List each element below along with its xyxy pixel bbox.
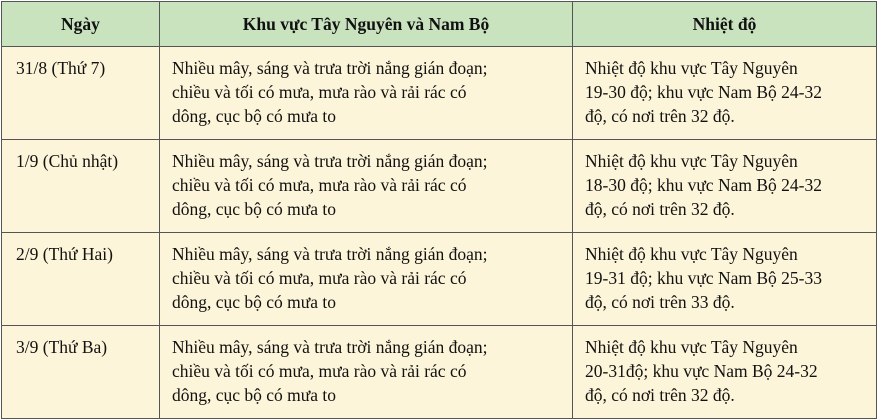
- temperature-cell: [573, 47, 877, 140]
- table-row: [2, 47, 877, 140]
- weather-line: Nhiều mây, sáng và trưa trời nắng gián đoạn;: [172, 244, 488, 264]
- temperature-line: độ, có nơi trên 32 độ.: [585, 199, 735, 219]
- weather-line: Nhiều mây, sáng và trưa trời nắng gián đoạn;: [172, 58, 488, 78]
- temperature-cell: [573, 326, 877, 419]
- date-cell: [2, 326, 160, 419]
- date-cell: [2, 140, 160, 233]
- header-region: Khu vực Tây Nguyên và Nam Bộ: [160, 2, 573, 47]
- weather-cell: [160, 140, 573, 233]
- temperature-cell: [573, 233, 877, 326]
- temperature-line: Nhiệt độ khu vực Tây Nguyên: [585, 58, 798, 78]
- date-text: 31/8 (Thứ 7): [16, 58, 106, 78]
- date-text: 2/9 (Thứ Hai): [16, 244, 113, 264]
- weather-line: dông, cục bộ có mưa to: [172, 385, 337, 405]
- weather-cell: [160, 47, 573, 140]
- weather-cell: [160, 233, 573, 326]
- temperature-line: 18-30 độ; khu vực Nam Bộ 24-32: [585, 175, 822, 195]
- table-row: [2, 140, 877, 233]
- table-row: [2, 233, 877, 326]
- weather-line: chiều và tối có mưa, mưa rào và rải rác có: [172, 361, 467, 381]
- header-temperature: Nhiệt độ: [573, 2, 877, 47]
- date-text: 1/9 (Chủ nhật): [16, 151, 119, 171]
- weather-line: chiều và tối có mưa, mưa rào và rải rác có: [172, 268, 467, 288]
- header-row: [2, 2, 877, 47]
- weather-line: dông, cục bộ có mưa to: [172, 292, 337, 312]
- temperature-line: Nhiệt độ khu vực Tây Nguyên: [585, 337, 798, 357]
- table-body: [2, 47, 877, 419]
- forecast-table: [1, 1, 877, 419]
- weather-line: Nhiều mây, sáng và trưa trời nắng gián đoạn;: [172, 151, 488, 171]
- temperature-line: 19-31 độ; khu vực Nam Bộ 25-33: [585, 268, 822, 288]
- date-cell: [2, 233, 160, 326]
- temperature-line: Nhiệt độ khu vực Tây Nguyên: [585, 244, 798, 264]
- temperature-cell: [573, 140, 877, 233]
- weather-line: dông, cục bộ có mưa to: [172, 106, 337, 126]
- weather-line: dông, cục bộ có mưa to: [172, 199, 337, 219]
- table-header: [2, 2, 877, 47]
- temperature-line: 19-30 độ; khu vực Nam Bộ 24-32: [585, 82, 822, 102]
- temperature-line: Nhiệt độ khu vực Tây Nguyên: [585, 151, 798, 171]
- weather-line: chiều và tối có mưa, mưa rào và rải rác có: [172, 175, 467, 195]
- header-date: Ngày: [2, 2, 160, 47]
- temperature-line: độ, có nơi trên 32 độ.: [585, 106, 735, 126]
- date-cell: [2, 47, 160, 140]
- temperature-line: độ, có nơi trên 32 độ.: [585, 385, 735, 405]
- weather-line: Nhiều mây, sáng và trưa trời nắng gián đoạn;: [172, 337, 488, 357]
- table-row: [2, 326, 877, 419]
- weather-line: chiều và tối có mưa, mưa rào và rải rác có: [172, 82, 467, 102]
- temperature-line: 20-31độ; khu vực Nam Bộ 24-32: [585, 361, 818, 381]
- temperature-line: độ, có nơi trên 33 độ.: [585, 292, 735, 312]
- weather-cell: [160, 326, 573, 419]
- date-text: 3/9 (Thứ Ba): [16, 337, 108, 357]
